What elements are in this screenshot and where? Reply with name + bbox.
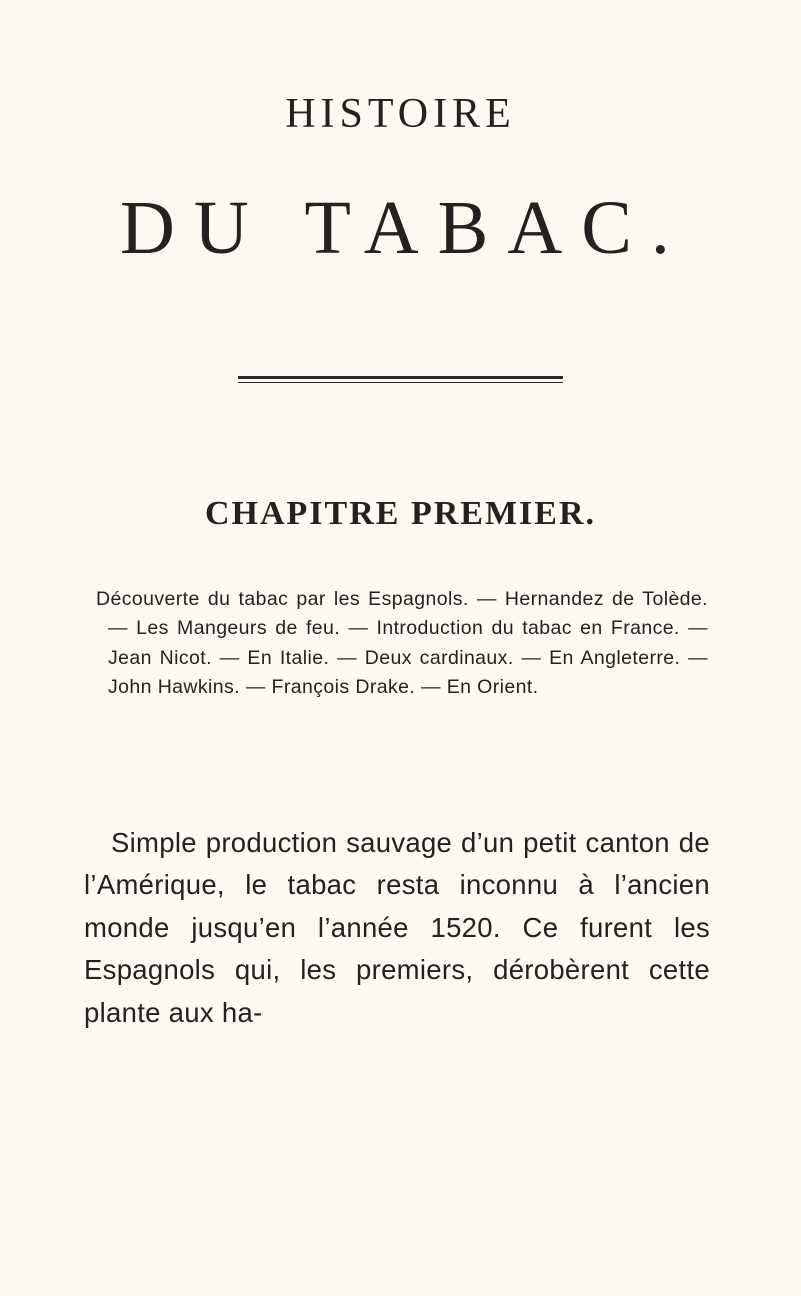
book-title-line1: HISTOIRE bbox=[285, 91, 516, 137]
book-title-line2: DU TABAC. bbox=[120, 186, 689, 270]
body-paragraph: Simple production sauvage d’un petit canton de l’Amérique, le tabac resta inconnu à l’ancien monde jusqu’en l’année 1520. Ce furent les Espagnols qui, les premiers, dérobèrent cette plante aux ha- bbox=[84, 827, 710, 1028]
title-rule-thin bbox=[238, 382, 563, 383]
title-rule-thick bbox=[238, 376, 563, 379]
chapter-summary: Découverte du tabac par les Espagnols. — Hernandez de Tolède. — Les Mangeurs de feu. — Introduction du tabac en France. — Jean Nicot. — En Italie. — Deux cardinaux. — En Angleterre. — John Hawkins. — François Drake. — En Orient. bbox=[96, 588, 708, 699]
chapter-heading: CHAPITRE PREMIER. bbox=[204, 495, 597, 532]
